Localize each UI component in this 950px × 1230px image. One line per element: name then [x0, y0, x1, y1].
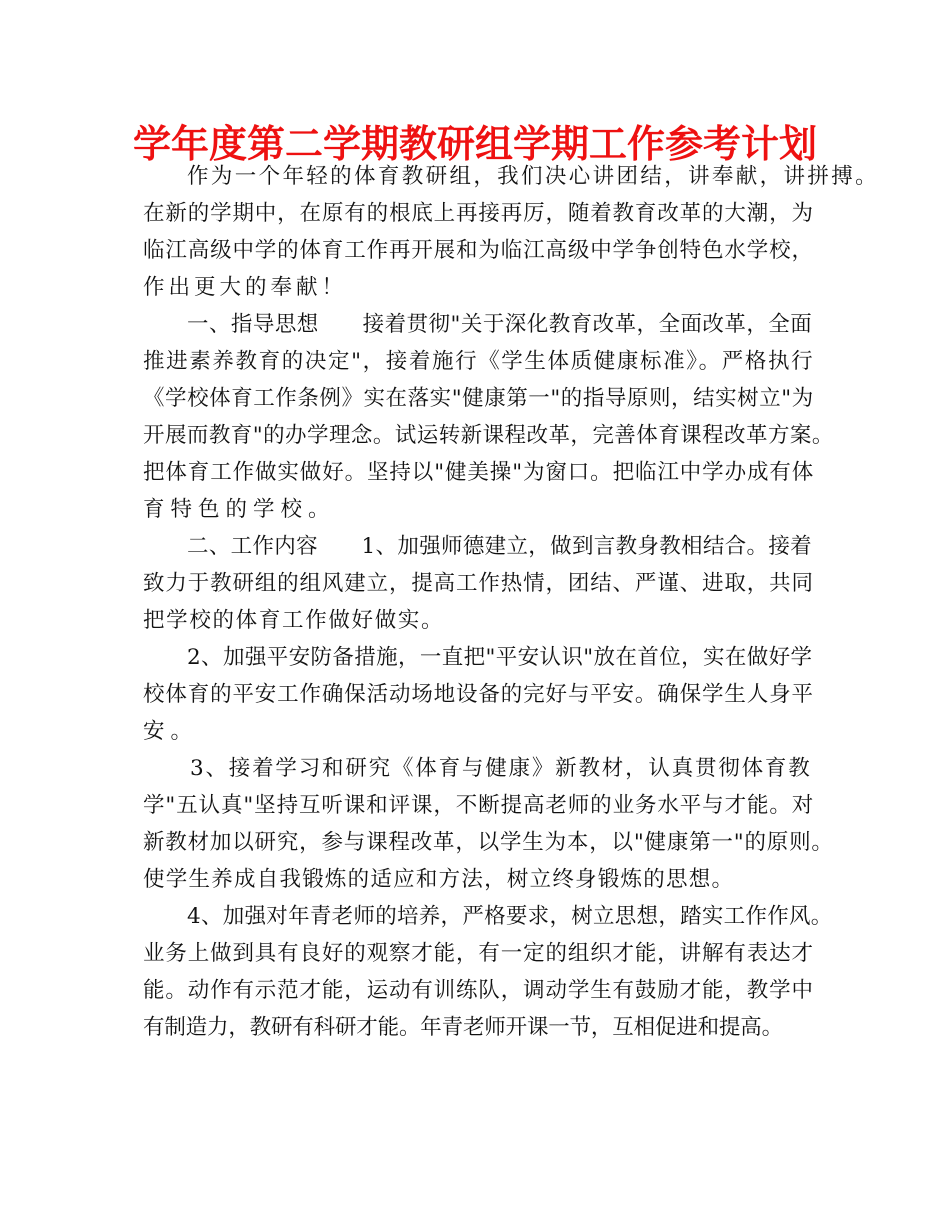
paragraph-line: 在新的学期中，在原有的根底上再接再厉，随着教育改革的大潮，为 [143, 201, 814, 226]
paragraph-line: 把学校的体育工作做好做实。 [143, 608, 445, 633]
paragraph-line: 作出更大的奉献！ [143, 275, 348, 300]
paragraph-line: 校体育的平安工作确保活动场地设备的完好与平安。确保学生人身平 [143, 682, 814, 707]
paragraph-line: 使学生养成自我锻炼的适应和方法，树立终身锻炼的思想。 [143, 867, 735, 892]
paragraph-line: 临江高级中学的体育工作再开展和为临江高级中学争创特色水学校， [143, 238, 814, 263]
paragraph-line: 业务上做到具有良好的观察才能，有一定的组织才能，讲解有表达才 [143, 941, 814, 966]
paragraph-line: 育特色的学校。 [143, 497, 336, 522]
paragraph-line: 有制造力，教研有科研才能。年青老师开课一节，互相促进和提高。 [143, 1015, 783, 1040]
paragraph-line: 2、加强平安防备措施，一直把"平安认识"放在首位，实在做好学 [187, 645, 813, 670]
paragraph-line: 作为一个年轻的体育教研组，我们决心讲团结，讲奉献，讲拼搏。 [187, 164, 879, 189]
paragraph-line: 二、工作内容 1、加强师德建立，做到言教身教相结合。接着 [187, 534, 812, 559]
paragraph-line: 安。 [143, 719, 199, 744]
paragraph-line: 致力于教研组的组风建立，提高工作热情，团结、严谨、进取，共同 [143, 571, 814, 596]
paragraph-line: 3、接着学习和研究《体育与健康》新教材，认真贯彻体育教 [190, 756, 812, 781]
document-title: 学年度第二学期教研组学期工作参考计划 [132, 122, 817, 166]
paragraph-line: 一、指导思想 接着贯彻"关于深化教育改革，全面改革，全面 [187, 312, 813, 337]
paragraph-line: 开展而教育"的办学理念。试运转新课程改革，完善体育课程改革方案。 [143, 423, 834, 448]
paragraph-line: 推进素养教育的决定"，接着施行《学生体质健康标准》。严格执行 [143, 349, 815, 374]
paragraph-line: 新教材加以研究，参与课程改革，以学生为本，以"健康第一"的原则。 [143, 830, 834, 855]
paragraph-line: 能。动作有示范才能，运动有训练队，调动学生有鼓励才能，教学中 [143, 978, 814, 1003]
paragraph-line: 把体育工作做实做好。坚持以"健美操"为窗口。把临江中学办成有体 [143, 460, 815, 485]
paragraph-line: 学"五认真"坚持互听课和评课，不断提高老师的业务水平与才能。对 [143, 793, 815, 818]
paragraph-line: 《学校体育工作条例》实在落实"健康第一"的指导原则，结实树立"为 [143, 386, 814, 411]
paragraph-line: 4、加强对年青老师的培养，严格要求，树立思想，踏实工作作风。 [187, 904, 833, 929]
